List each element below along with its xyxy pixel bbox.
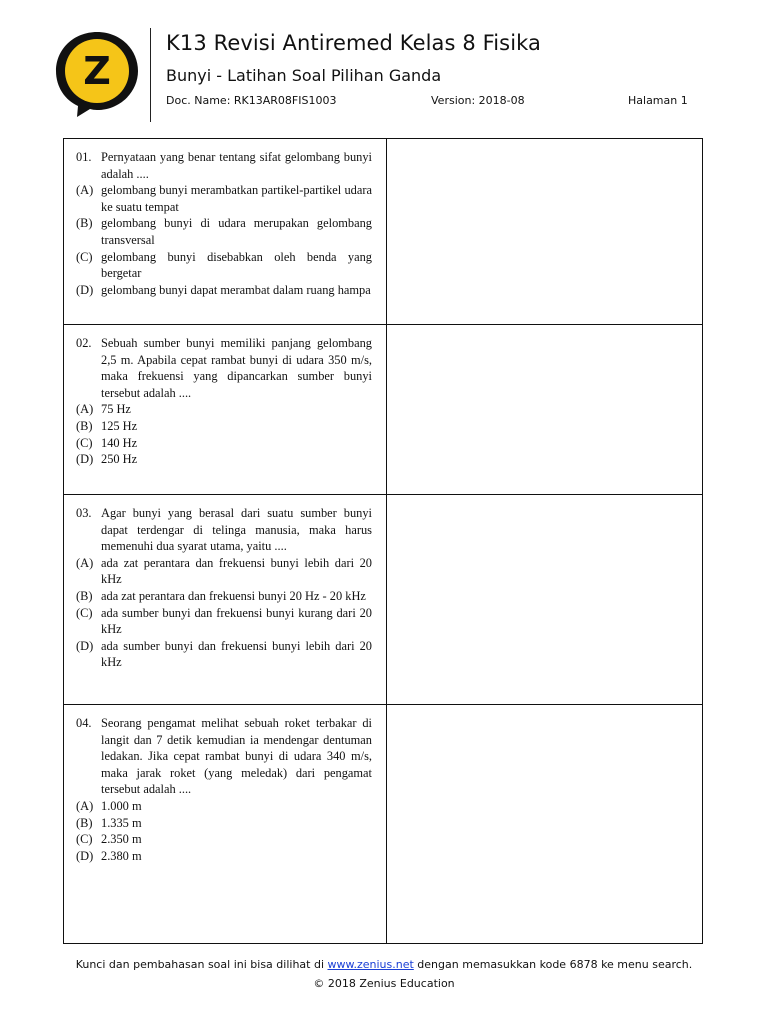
option-c xyxy=(76,249,372,282)
footer-text-before: Kunci dan pembahasan soal ini bisa dilihat di xyxy=(75,958,328,971)
question-stem: Agar bunyi yang berasal dari suatu sumber bunyi dapat terdengar di telinga manusia, maka harus memenuhi dua syarat utama, yaitu .... xyxy=(101,506,372,554)
option-label: (D) xyxy=(76,848,94,863)
option-label: (B) xyxy=(76,588,93,603)
option-label: (B) xyxy=(76,418,93,433)
question-number: 01. xyxy=(76,150,92,164)
option-text: 140 Hz xyxy=(101,435,138,450)
option-b xyxy=(76,215,372,248)
question-table xyxy=(63,138,703,944)
question-row-3 xyxy=(64,495,702,705)
copyright: © 2018 Zenius Education xyxy=(313,977,455,990)
option-a xyxy=(76,182,372,215)
svg-text:Z: Z xyxy=(83,49,111,93)
question-2 xyxy=(76,335,372,468)
doc-name: Doc. Name: RK13AR08FIS1003 xyxy=(166,94,337,107)
option-label: (B) xyxy=(76,815,93,830)
option-d xyxy=(76,451,372,468)
option-label: (C) xyxy=(76,832,93,847)
option-label: (A) xyxy=(76,798,94,813)
option-label: (A) xyxy=(76,402,94,417)
option-c xyxy=(76,831,372,848)
question-row-2 xyxy=(64,325,702,495)
option-text: 2.350 m xyxy=(101,832,142,847)
option-label: (C) xyxy=(76,249,93,264)
header-divider xyxy=(150,28,151,122)
question-number: 04. xyxy=(76,716,92,730)
option-label: (C) xyxy=(76,435,93,450)
option-d xyxy=(76,848,372,865)
option-text: 2.380 m xyxy=(101,848,142,863)
option-text: ada zat perantara dan frekuensi bunyi 20 Hz - 20 kHz xyxy=(101,588,366,603)
option-text: ada sumber bunyi dan frekuensi bunyi lebih dari 20 kHz xyxy=(101,638,372,670)
question-1 xyxy=(76,149,372,298)
option-text: 125 Hz xyxy=(101,418,138,433)
question-3 xyxy=(76,505,372,671)
option-text: gelombang bunyi merambatkan partikel-partikel udara ke suatu tempat xyxy=(101,183,372,214)
doc-version: Version: 2018-08 xyxy=(431,94,525,107)
option-a xyxy=(76,555,372,588)
zenius-link[interactable]: www.zenius.net xyxy=(327,958,414,971)
option-text: gelombang bunyi disebabkan oleh benda yang bergetar xyxy=(101,249,372,281)
option-text: 75 Hz xyxy=(101,402,131,417)
option-text: gelombang bunyi di udara merupakan gelombang transversal xyxy=(101,216,372,247)
option-b xyxy=(76,815,372,832)
option-label: (B) xyxy=(76,216,93,231)
option-label: (D) xyxy=(76,282,94,297)
option-d xyxy=(76,282,372,299)
zenius-logo xyxy=(54,30,140,118)
question-4 xyxy=(76,715,372,864)
option-c xyxy=(76,605,372,638)
document-subtitle: Bunyi - Latihan Soal Pilihan Ganda xyxy=(166,66,442,85)
option-b xyxy=(76,418,372,435)
document-title: K13 Revisi Antiremed Kelas 8 Fisika xyxy=(166,31,541,55)
question-stem: Sebuah sumber bunyi memiliki panjang gelombang 2,5 m. Apabila cepat rambat bunyi di udara 350 m/s, maka frekuensi yang dipancarkan sumber bunyi tersebut adalah .... xyxy=(101,336,372,400)
option-a xyxy=(76,798,372,815)
page-number: Halaman 1 xyxy=(628,94,688,107)
option-label: (D) xyxy=(76,638,94,653)
option-b xyxy=(76,588,372,605)
option-label: (D) xyxy=(76,452,94,467)
option-text: ada sumber bunyi dan frekuensi bunyi kurang dari 20 kHz xyxy=(101,605,372,637)
option-text: ada zat perantara dan frekuensi bunyi lebih dari 20 kHz xyxy=(101,555,372,587)
option-label: (C) xyxy=(76,605,93,620)
footer-text-after: dengan memasukkan kode 6878 ke menu search. xyxy=(413,958,693,971)
question-number: 03. xyxy=(76,506,92,520)
option-label: (A) xyxy=(76,183,94,198)
option-text: gelombang bunyi dapat merambat dalam ruang hampa xyxy=(101,282,371,297)
question-stem: Pernyataan yang benar tentang sifat gelombang bunyi adalah .... xyxy=(101,150,372,181)
question-number: 02. xyxy=(76,336,92,350)
question-row-1 xyxy=(64,139,702,325)
option-d xyxy=(76,638,372,671)
option-text: 250 Hz xyxy=(101,452,138,467)
zenius-logo-icon xyxy=(54,30,140,118)
option-label: (A) xyxy=(76,555,94,570)
question-stem: Seorang pengamat melihat sebuah roket terbakar di langit dan 7 detik kemudian ia mendengar dentuman ledakan. Jika cepat rambat bunyi di udara 340 m/s, maka jarak roket (yang meledak) dari pengamat tersebut adalah .... xyxy=(101,716,372,797)
option-c xyxy=(76,435,372,452)
option-text: 1.000 m xyxy=(101,798,142,813)
option-a xyxy=(76,401,372,418)
option-text: 1.335 m xyxy=(101,815,142,830)
footer-note xyxy=(0,958,768,971)
question-row-4 xyxy=(64,705,702,943)
